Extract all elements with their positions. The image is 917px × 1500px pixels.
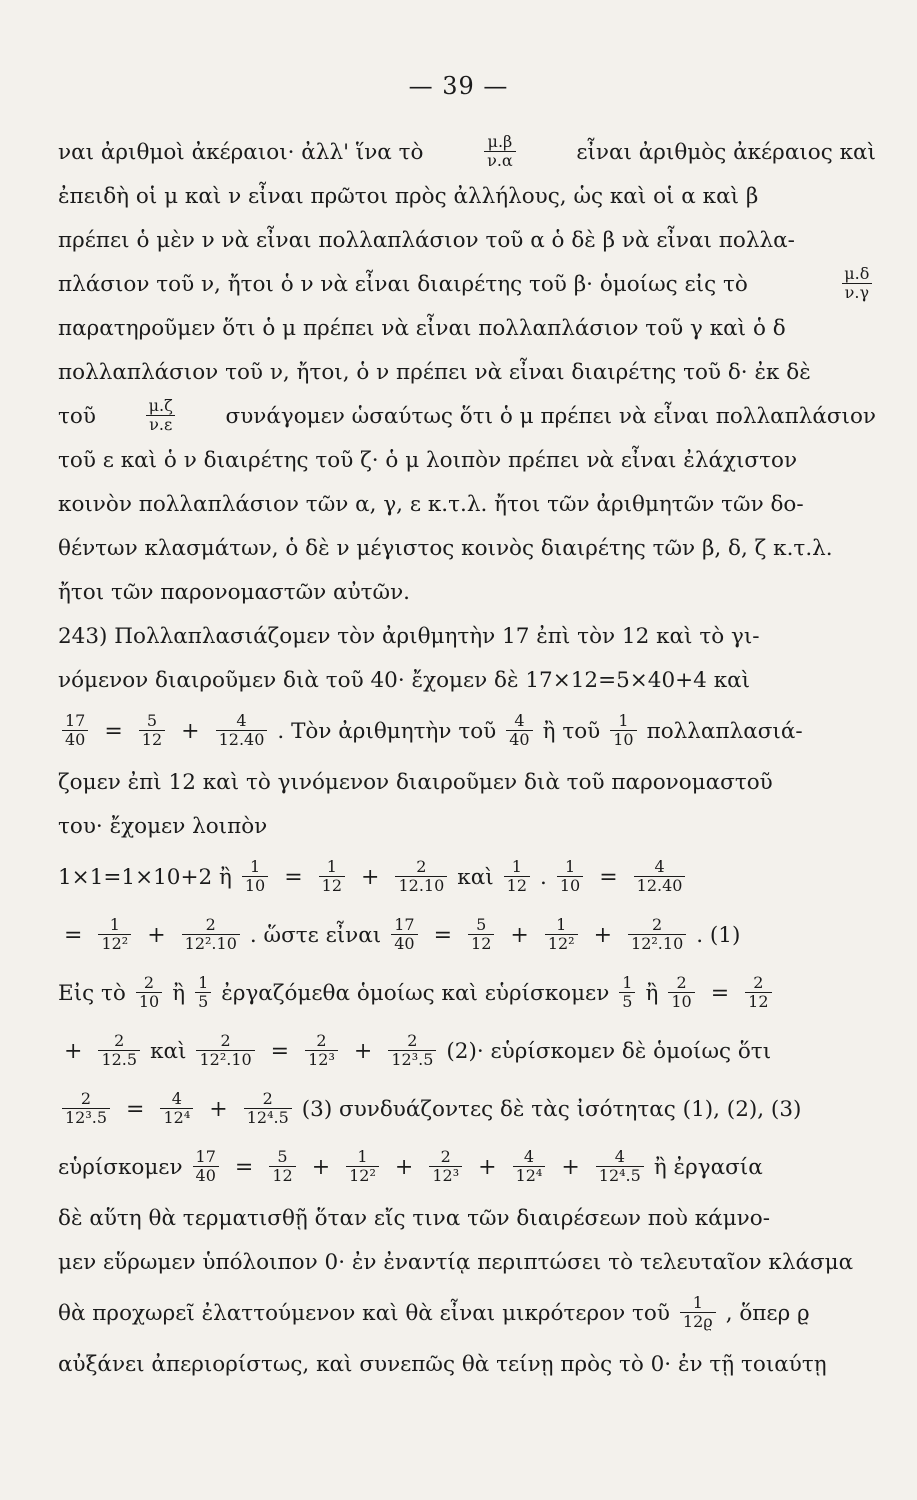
fraction-denominator: 5 <box>619 992 635 1011</box>
fraction <box>610 713 636 749</box>
fraction <box>136 975 162 1011</box>
fraction <box>842 266 872 302</box>
text-run: ζομεν ἐπὶ 12 καὶ τὸ γινόμενον διαιροῦμεν διὰ τοῦ παρονομαστοῦ <box>58 769 773 795</box>
text-line <box>58 1022 876 1080</box>
fraction-numerator: 2 <box>753 973 764 993</box>
text-line <box>58 306 876 350</box>
text-run: ἐπειδὴ οἱ μ καὶ ν εἶναι πρῶτοι πρὸς ἀλλήλους, ὡς καὶ οἱ α καὶ β <box>58 183 759 209</box>
math-operator: = <box>126 1096 145 1122</box>
text-run: ναι ἀριθμοὶ ἀκέραιοι· ἀλλ' ἵνα τὸ <box>58 139 424 165</box>
math-operator: = <box>270 1038 290 1064</box>
fraction-denominator: 12.10 <box>395 876 447 895</box>
fraction-denominator: ν.γ <box>842 283 872 302</box>
fraction <box>545 917 578 953</box>
fraction <box>98 1033 140 1069</box>
fraction <box>216 713 268 749</box>
math-operator: + <box>147 922 166 948</box>
math-operator: = <box>284 864 303 890</box>
fraction <box>395 859 447 895</box>
fraction-numerator: 17 <box>65 711 86 731</box>
fraction <box>319 859 345 895</box>
text-run: θὰ προχωρεῖ ἐλαττούμενον καὶ θὰ εἶναι μικρότερον τοῦ <box>58 1300 670 1326</box>
fraction-numerator: 1 <box>109 915 120 935</box>
text-line <box>58 1240 876 1284</box>
text-run: παρατηροῦμεν ὅτι ὁ μ πρέπει νὰ εἶναι πολλαπλάσιον τοῦ γ καὶ ὁ δ <box>58 315 786 341</box>
text-run: εὑρίσκομεν <box>58 1154 183 1180</box>
fraction-numerator: 2 <box>220 1031 231 1051</box>
fraction-numerator: 2 <box>652 915 663 935</box>
math-operator: + <box>64 1038 83 1064</box>
fraction-denominator: 12⁴ <box>513 1166 546 1185</box>
fraction-numerator: 2 <box>205 915 216 935</box>
fraction-numerator: 4 <box>523 1147 535 1167</box>
fraction <box>195 975 211 1011</box>
fraction <box>506 713 532 749</box>
fraction-denominator: 12³.5 <box>62 1108 110 1127</box>
text-run: . (1) <box>696 922 741 948</box>
fraction <box>680 1295 716 1331</box>
text-run: 243) Πολλαπλασιάζομεν τὸν ἀριθμητὴν 17 ἐπὶ τὸν 12 καὶ τὸ γι- <box>58 623 760 649</box>
fraction <box>429 1149 462 1185</box>
fraction <box>146 398 175 434</box>
fraction-denominator: 12⁴.5 <box>596 1166 644 1185</box>
text-line <box>58 614 876 658</box>
fraction-denominator: 12⁴ <box>160 1108 193 1127</box>
text-line <box>58 438 876 482</box>
fraction-numerator: 1 <box>326 857 337 877</box>
fraction-numerator: 2 <box>80 1089 92 1109</box>
text-line <box>58 1080 876 1138</box>
text-line <box>58 394 876 438</box>
math-operator: + <box>209 1096 228 1122</box>
text-run: δὲ αὕτη θὰ τερματισθῇ ὅταν εἴς τινα τῶν διαιρέσεων ποὺ κάμνο- <box>58 1205 770 1231</box>
page-number: — 39 — <box>408 72 509 100</box>
text-line <box>58 526 876 570</box>
fraction-numerator: 2 <box>416 857 427 877</box>
text-run: καὶ <box>150 1038 187 1064</box>
fraction-denominator: 40 <box>506 730 532 749</box>
fraction <box>62 1091 110 1127</box>
text-line <box>58 906 876 964</box>
fraction-denominator: ν.α <box>484 151 516 170</box>
fraction <box>634 859 686 895</box>
fraction <box>668 975 694 1011</box>
fraction-denominator: 12² <box>98 934 131 953</box>
fraction-numerator: μ.β <box>487 132 513 152</box>
fraction-denominator: 5 <box>195 992 211 1011</box>
fraction-numerator: 17 <box>195 1147 216 1167</box>
page-text-body <box>58 130 876 1386</box>
math-operator: + <box>394 1154 414 1180</box>
text-line <box>58 804 876 848</box>
fraction <box>139 713 165 749</box>
text-run: ἢ <box>645 980 659 1006</box>
fraction <box>388 1033 436 1069</box>
text-run: . Τὸν ἀριθμητὴν τοῦ <box>277 718 497 744</box>
text-line <box>58 1196 876 1240</box>
fraction-denominator: 12³ <box>305 1050 338 1069</box>
text-line <box>58 350 876 394</box>
fraction-numerator: 1 <box>249 857 261 877</box>
fraction-denominator: 12 <box>319 876 345 895</box>
fraction <box>182 917 240 953</box>
fraction-numerator: 1 <box>511 857 522 877</box>
fraction <box>269 1149 295 1185</box>
fraction-numerator: 2 <box>676 973 687 993</box>
fraction-denominator: 12³.5 <box>388 1050 436 1069</box>
fraction-denominator: ν.ε <box>146 415 175 434</box>
text-line <box>58 1342 876 1386</box>
math-operator: + <box>561 1154 580 1180</box>
text-line <box>58 218 876 262</box>
text-line <box>58 130 876 174</box>
fraction-denominator: 12².10 <box>628 934 686 953</box>
fraction-denominator: 10 <box>136 992 162 1011</box>
fraction-denominator: 12 <box>745 992 771 1011</box>
text-run: 1×1=1×10+2 ἢ <box>58 864 232 890</box>
fraction-denominator: 10 <box>610 730 636 749</box>
text-run: νόμενον διαιροῦμεν διὰ τοῦ 40· ἔχομεν δὲ 17×12=5×40+4 καὶ <box>58 667 751 693</box>
fraction <box>619 975 635 1011</box>
fraction-denominator: 12 <box>269 1166 295 1185</box>
text-line <box>58 174 876 218</box>
math-operator: = <box>104 718 123 744</box>
text-run: , ὅπερ ϱ <box>725 1300 810 1326</box>
fraction-numerator: 1 <box>622 973 633 993</box>
fraction-numerator: 1 <box>357 1147 368 1167</box>
fraction <box>628 917 686 953</box>
fraction-denominator: 40 <box>391 934 417 953</box>
text-run: ἐργαζόμεθα ὁμοίως καὶ εὑρίσκομεν <box>221 980 610 1006</box>
text-run: ἢ <box>172 980 186 1006</box>
math-operator: + <box>181 718 200 744</box>
text-run: πολλαπλασιά- <box>646 718 803 744</box>
fraction <box>745 975 771 1011</box>
fraction <box>557 859 583 895</box>
fraction-numerator: 2 <box>316 1031 327 1051</box>
text-run: κοινὸν πολλαπλάσιον τῶν α, γ, ε κ.τ.λ. ἤτοι τῶν ἀριθμητῶν τῶν δο- <box>58 491 804 517</box>
fraction-numerator: 5 <box>476 915 487 935</box>
text-run: θέντων κλασμάτων, ὁ δὲ ν μέγιστος κοινὸς διαιρέτης τῶν β, δ, ζ κ.τ.λ. <box>58 535 833 561</box>
text-run: τοῦ ε καὶ ὁ ν διαιρέτης τοῦ ζ· ὁ μ λοιπὸν πρέπει νὰ εἶναι ἐλάχιστον <box>58 447 798 473</box>
text-run: τοῦ <box>58 403 96 429</box>
text-run: πλάσιον τοῦ ν, ἤτοι ὁ ν νὰ εἶναι διαιρέτης τοῦ β· ὁμοίως εἰς τὸ <box>58 271 748 297</box>
fraction-numerator: μ.δ <box>844 264 870 284</box>
fraction <box>244 1091 292 1127</box>
fraction-denominator: 10 <box>668 992 694 1011</box>
fraction-denominator: 40 <box>62 730 88 749</box>
fraction-denominator: 12³ <box>429 1166 462 1185</box>
math-operator: + <box>478 1154 497 1180</box>
fraction-numerator: 4 <box>236 711 247 731</box>
fraction-numerator: 4 <box>654 857 665 877</box>
fraction-denominator: 10 <box>557 876 583 895</box>
fraction-numerator: 4 <box>614 1147 625 1167</box>
text-run: καὶ <box>457 864 494 890</box>
fraction-numerator: 1 <box>556 915 567 935</box>
math-operator: = <box>64 922 83 948</box>
fraction-denominator: 12 <box>139 730 165 749</box>
text-run: πολλαπλάσιον τοῦ ν, ἤτοι, ὁ ν πρέπει νὰ εἶναι διαιρέτης τοῦ δ· ἐκ δὲ <box>58 359 811 385</box>
fraction-numerator: 17 <box>394 915 415 935</box>
fraction-numerator: 1 <box>618 711 629 731</box>
fraction-denominator: 10 <box>242 876 268 895</box>
text-run: ἢ ἐργασία <box>653 1154 763 1180</box>
text-run: μεν εὕρωμεν ὑπόλοιπον 0· ἐν ἐναντίᾳ περιπτώσει τὸ τελευταῖον κλάσμα <box>58 1249 854 1275</box>
text-line <box>58 658 876 702</box>
math-operator: + <box>353 1038 373 1064</box>
fraction-numerator: 1 <box>692 1293 703 1313</box>
fraction <box>346 1149 379 1185</box>
math-operator: = <box>234 1154 254 1180</box>
math-operator: + <box>593 922 613 948</box>
math-operator: = <box>433 922 453 948</box>
fraction-numerator: 4 <box>514 711 525 731</box>
text-run: του· ἔχομεν λοιπὸν <box>58 813 268 839</box>
math-operator: + <box>311 1154 331 1180</box>
fraction <box>193 1149 219 1185</box>
text-line <box>58 1284 876 1342</box>
fraction <box>305 1033 338 1069</box>
fraction-numerator: 1 <box>198 973 209 993</box>
math-operator: = <box>710 980 730 1006</box>
text-run: εἶναι ἀριθμὸς ἀκέραιος καὶ <box>576 139 876 165</box>
text-line <box>58 848 876 906</box>
fraction-denominator: 12⁴.5 <box>244 1108 292 1127</box>
fraction <box>468 917 494 953</box>
fraction-numerator: 2 <box>143 973 155 993</box>
fraction-numerator: 2 <box>262 1089 273 1109</box>
text-run: ἤτοι τῶν παρονομαστῶν αὐτῶν. <box>58 579 410 605</box>
fraction-numerator: μ.ζ <box>148 396 173 416</box>
math-operator: + <box>361 864 380 890</box>
fraction <box>596 1149 644 1185</box>
fraction <box>484 134 516 170</box>
fraction-numerator: 4 <box>171 1089 182 1109</box>
text-line <box>58 262 876 306</box>
text-line <box>58 1138 876 1196</box>
fraction-denominator: 40 <box>193 1166 219 1185</box>
math-operator: = <box>599 864 618 890</box>
fraction-denominator: 12².10 <box>182 934 240 953</box>
text-line <box>58 570 876 614</box>
fraction-numerator: 2 <box>440 1147 451 1167</box>
fraction <box>160 1091 193 1127</box>
fraction <box>196 1033 254 1069</box>
math-operator: + <box>510 922 529 948</box>
fraction-denominator: 12ϱ <box>680 1312 716 1331</box>
fraction <box>504 859 530 895</box>
text-line <box>58 760 876 804</box>
fraction-numerator: 5 <box>277 1147 288 1167</box>
fraction-denominator: 12.5 <box>98 1050 140 1069</box>
text-line <box>58 702 876 760</box>
text-run: αὐξάνει ἀπεριορίστως, καὶ συνεπῶς θὰ τείνῃ πρὸς τὸ 0· ἐν τῇ τοιαύτῃ <box>58 1351 827 1377</box>
text-run: . <box>540 864 547 890</box>
text-run: Εἰς τὸ <box>58 980 126 1006</box>
fraction-numerator: 2 <box>407 1031 418 1051</box>
text-run: . ὥστε εἶναι <box>249 922 382 948</box>
fraction <box>513 1149 546 1185</box>
fraction-denominator: 12 <box>504 876 530 895</box>
fraction-numerator: 1 <box>564 857 576 877</box>
fraction-denominator: 12².10 <box>196 1050 254 1069</box>
text-run: ἢ τοῦ <box>542 718 601 744</box>
text-run: συνάγομεν ὡσαύτως ὅτι ὁ μ πρέπει νὰ εἶναι πολλαπλάσιον <box>225 403 876 429</box>
fraction-numerator: 5 <box>146 711 158 731</box>
fraction-numerator: 2 <box>114 1031 125 1051</box>
fraction <box>98 917 131 953</box>
fraction-denominator: 12² <box>545 934 578 953</box>
fraction-denominator: 12² <box>346 1166 379 1185</box>
fraction-denominator: 12 <box>468 934 494 953</box>
fraction-denominator: 12.40 <box>216 730 268 749</box>
text-run: (3) συνδυάζοντες δὲ τὰς ἰσότητας (1), (2), (3) <box>301 1096 802 1122</box>
text-line <box>58 964 876 1022</box>
fraction <box>391 917 417 953</box>
fraction-denominator: 12.40 <box>634 876 686 895</box>
text-run: πρέπει ὁ μὲν ν νὰ εἶναι πολλαπλάσιον τοῦ α ὁ δὲ β νὰ εἶναι πολλα- <box>58 227 795 253</box>
fraction <box>62 713 88 749</box>
text-run: (2)· εὑρίσκομεν δὲ ὁμοίως ὅτι <box>446 1038 772 1064</box>
fraction <box>242 859 268 895</box>
text-line <box>58 482 876 526</box>
